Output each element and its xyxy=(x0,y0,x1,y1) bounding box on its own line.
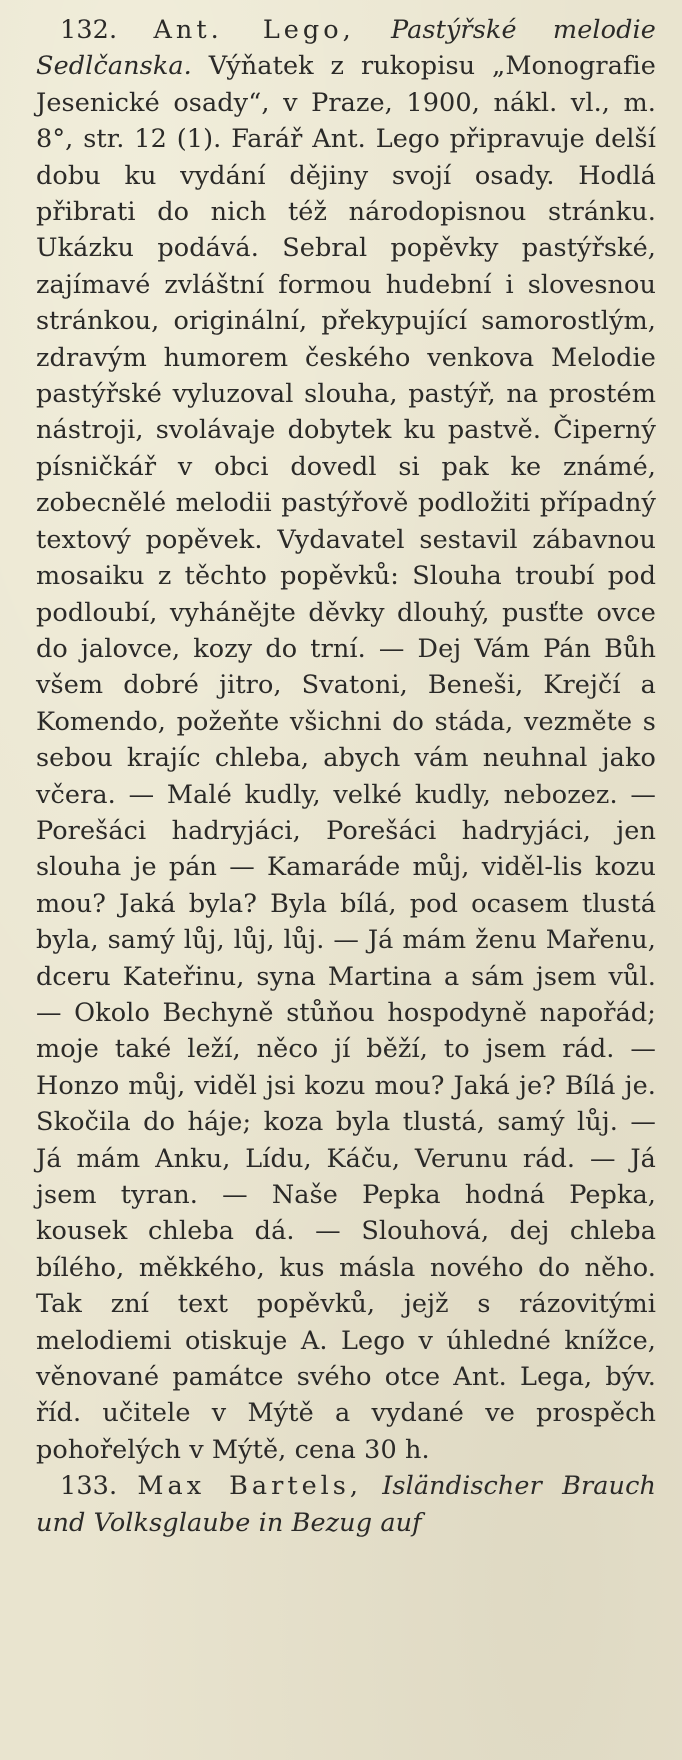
entry-author: Max Bartels, xyxy=(137,1471,363,1502)
entry-number: 133. xyxy=(60,1471,118,1502)
entry-text: Výňatek z rukopisu „Monografie Jesenické osady“, v Praze, 1900, nákl. vl., m. 8°, str. 12 (1). Farář Ant. Lego připravuje delší dobu ku vydání dějiny svojí osady. Hodlá přibrati do nich též národopisnou stránku. Ukázku podává. Sebral popěvky pastýřské, zajímavé zvláštní formou hudební i slovesnou stránkou, originální, překypující samorostlým, zdravým humorem českého venkova Melodie pastýřské vyluzoval slouha, pastýř, na prostém nástroji, svolávaje dobytek ku pastvě. Čiperný písničkář v obci dovedl si pak ke známé, zobecnělé melodii pastýřově podložiti případný textový popěvek. Vydavatel sestavil zábavnou mosaiku z těchto popěvků: Slouha troubí pod podloubí, vyháněјte děvky dlouhý, pusťte ovce do jalovce, kozy do trní. — Dej Vám Pán Bůh všem dobré jitro, Svatoni, Beneši, Krejčí a Komendo, požeňte všichni do stáda, vezměte s sebou krajíc chleba, abych vám neuhnal jako včera. — Malé kudly, velké kudly, nebozez. — Porešáci hadryjáci, Porešáci hadryjáci, jen slouha je pán — Kamaráde můj, viděl-lis kozu mou? Jaká byla? Byla bílá, pod ocasem tlustá byla, samý lůj, lůj, lůj. — Já mám ženu Mařenu, dceru Kateřinu, syna Martina a sám jsem vůl. — Okolo Bechyně stůňou hospodyně napořád; moje také leží, něco jí běží, to jsem rád. — Honzo můj, viděl jsi kozu mou? Jaká je? Bílá je. Skočila do háje; koza byla tlustá, samý lůj. — Já mám Anku, Lídu, Káču, Verunu rád. — Já jsem tyran. — Naše Pepka hodná Pepka, kousek chleba dá. — Slouhová, dej chleba bílého, měkkého, kus másla nového do něho. Tak zní text popěvků, jejž s rázovitými melodiemi otiskuje A. Lego v úhledné knížce, věnované památce svého otce Ant. Lega, býv. říd. učitele v Mýtě a vydané ve prospěch pohořelých v Mýtě, cena 30 h. xyxy=(36,51,656,1465)
entry-number: 132. xyxy=(60,15,118,45)
bibliography-entry-132 xyxy=(36,12,656,1468)
entry-title: Isländischer Brauch und Volksglaube in Bezug auf xyxy=(36,1471,656,1538)
bibliography-entry-133 xyxy=(36,1468,656,1541)
entry-title: Pastýřské melodie Sedlčanska. xyxy=(36,15,656,82)
entry-author: Ant. Lego, xyxy=(153,15,355,45)
